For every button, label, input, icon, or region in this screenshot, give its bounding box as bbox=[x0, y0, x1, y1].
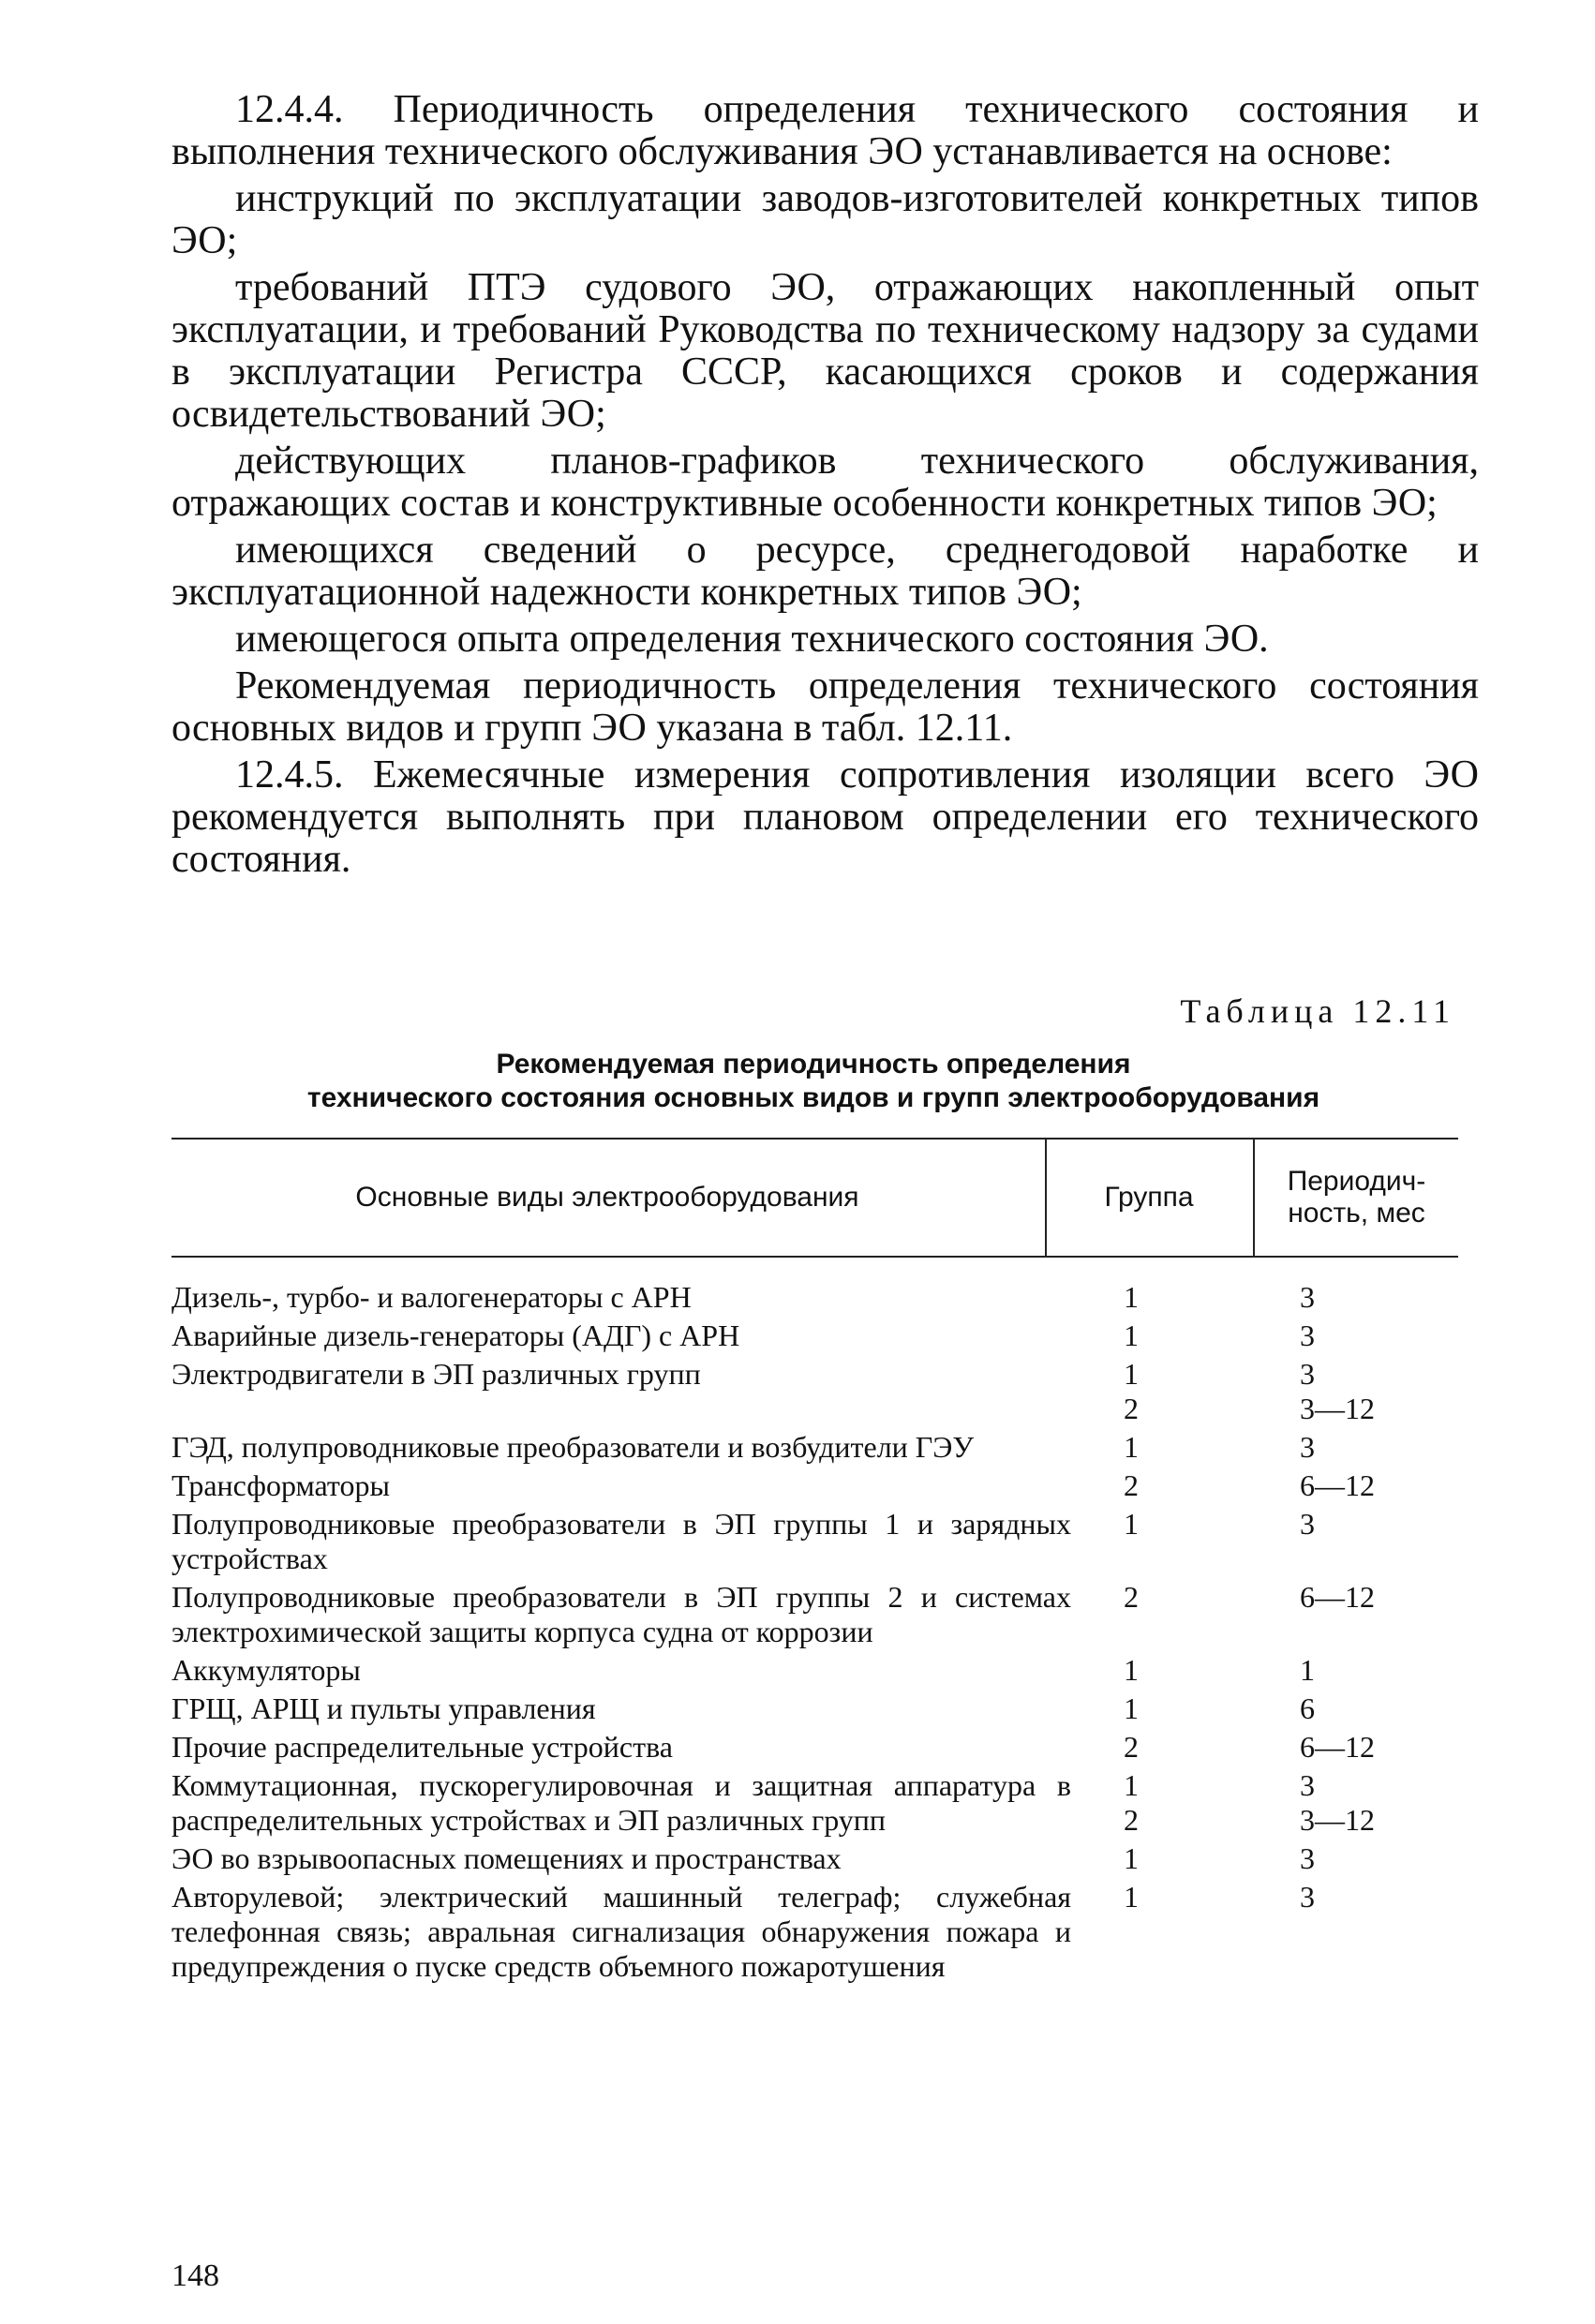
group-value: 1 bbox=[1124, 1357, 1139, 1391]
header-equipment-label: Основные виды электрооборудования bbox=[355, 1182, 859, 1213]
header-period-label: ность, мес bbox=[1288, 1198, 1425, 1229]
period-cell bbox=[1283, 1280, 1440, 1315]
paragraph: 12.4.4. Периодичность определения технического состояния и выполнения технического обслуживания ЭО устанавливается на основе: bbox=[171, 88, 1479, 173]
period-cell bbox=[1283, 1880, 1440, 1984]
period-cell bbox=[1283, 1318, 1440, 1353]
header-period bbox=[1255, 1140, 1458, 1256]
table-row bbox=[171, 1880, 1458, 1984]
period-value: 3 bbox=[1300, 1357, 1315, 1391]
body-text bbox=[171, 89, 1479, 886]
table-row bbox=[171, 1653, 1458, 1688]
table-row bbox=[171, 1507, 1458, 1576]
paragraph: 12.4.5. Ежемесячные измерения сопротивления изоляции всего ЭО рекомендуется выполнять при плановом определении его технического состояния. bbox=[171, 753, 1479, 881]
equipment-name: Коммутационная, пускорегулировочная и защитная аппаратура в распределительных устройствах и ЭП различных групп bbox=[171, 1768, 1071, 1837]
group-cell bbox=[1071, 1468, 1283, 1503]
group-cell bbox=[1071, 1880, 1283, 1984]
period-cell bbox=[1283, 1768, 1440, 1838]
equipment-name: ГРЩ, АРЩ и пульты управления bbox=[171, 1691, 596, 1725]
group-cell bbox=[1071, 1768, 1283, 1838]
header-group bbox=[1047, 1140, 1251, 1256]
group-value: 1 bbox=[1124, 1841, 1139, 1875]
group-cell bbox=[1071, 1430, 1283, 1465]
equipment-name: Дизель-, турбо- и валогенераторы с АРН bbox=[171, 1280, 692, 1314]
header-equipment bbox=[171, 1140, 1043, 1256]
period-value: 1 bbox=[1300, 1653, 1315, 1687]
equipment-name: Прочие распределительные устройства bbox=[171, 1730, 673, 1764]
group-value: 1 bbox=[1124, 1880, 1139, 1914]
equipment-name: Аккумуляторы bbox=[171, 1653, 361, 1687]
group-cell bbox=[1071, 1507, 1283, 1576]
group-value: 2 bbox=[1124, 1468, 1139, 1502]
paragraph: имеющихся сведений о ресурсе, среднегодовой наработке и эксплуатационной надежности конкретных типов ЭО; bbox=[171, 529, 1479, 614]
period-value: 3 bbox=[1300, 1841, 1315, 1875]
period-cell bbox=[1283, 1580, 1440, 1649]
table-row bbox=[171, 1468, 1458, 1503]
group-value: 1 bbox=[1124, 1691, 1139, 1725]
paragraph: Рекомендуемая периодичность определения технического состояния основных видов и групп ЭО указана в табл. 12.11. bbox=[171, 664, 1479, 750]
group-cell bbox=[1071, 1280, 1283, 1315]
period-value: 3 bbox=[1300, 1318, 1315, 1352]
paragraph: имеющегося опыта определения технического состояния ЭО. bbox=[235, 618, 1269, 661]
header-period-label: Периодич- bbox=[1287, 1166, 1426, 1197]
table-row bbox=[171, 1280, 1458, 1315]
table-row bbox=[171, 1730, 1458, 1765]
period-cell bbox=[1283, 1357, 1440, 1426]
group-cell bbox=[1071, 1653, 1283, 1688]
table-row bbox=[171, 1691, 1458, 1726]
table-row bbox=[171, 1580, 1458, 1649]
equipment-name: Полупроводниковые преобразователи в ЭП группы 1 и зарядных устройствах bbox=[171, 1507, 1071, 1575]
equipment-name: Электродвигатели в ЭП различных групп bbox=[171, 1357, 701, 1391]
period-cell bbox=[1283, 1430, 1440, 1465]
group-cell bbox=[1071, 1841, 1283, 1876]
period-value: 6—12 bbox=[1300, 1468, 1375, 1502]
table-title bbox=[171, 1048, 1455, 1115]
group-cell bbox=[1071, 1318, 1283, 1353]
group-value: 1 bbox=[1124, 1318, 1139, 1352]
period-value: 3 bbox=[1300, 1507, 1315, 1541]
group-cell bbox=[1071, 1691, 1283, 1726]
group-value: 2 bbox=[1124, 1392, 1139, 1425]
table-body bbox=[171, 1280, 1458, 1988]
period-cell bbox=[1283, 1730, 1440, 1765]
paragraph: требований ПТЭ судового ЭО, отражающих накопленный опыт эксплуатации, и требований Руководства по техническому надзору за судами в эксплуатации Регистра СССР, касающихся сроков и содержания освидетельствований ЭО; bbox=[171, 266, 1479, 436]
group-value: 1 bbox=[1124, 1507, 1139, 1541]
equipment-name: Авторулевой; электрический машинный телеграф; служебная телефонная связь; авральная сигнализация обнаружения пожара и предупреждения о пуске средств объемного пожаротушения bbox=[171, 1880, 1071, 1983]
equipment-name: Аварийные дизель-генераторы (АДГ) с АРН bbox=[171, 1318, 740, 1352]
group-cell bbox=[1071, 1357, 1283, 1426]
period-cell bbox=[1283, 1653, 1440, 1688]
period-value: 6—12 bbox=[1300, 1730, 1375, 1764]
table-row bbox=[171, 1430, 1458, 1465]
period-value: 3 bbox=[1300, 1880, 1315, 1914]
group-value: 2 bbox=[1124, 1803, 1139, 1837]
group-cell bbox=[1071, 1580, 1283, 1649]
table-title-line: Рекомендуемая периодичность определения bbox=[496, 1049, 1131, 1080]
paragraph: действующих планов-графиков технического обслуживания, отражающих состав и конструктивные особенности конкретных типов ЭО; bbox=[171, 439, 1479, 525]
period-cell bbox=[1283, 1691, 1440, 1726]
equipment-name: Трансформаторы bbox=[171, 1468, 390, 1502]
table-title-line: технического состояния основных видов и групп электрооборудования bbox=[306, 1082, 1320, 1113]
group-value: 2 bbox=[1124, 1580, 1139, 1614]
paragraph: инструкций по эксплуатации заводов-изготовителей конкретных типов ЭО; bbox=[171, 177, 1479, 262]
period-value: 3 bbox=[1300, 1768, 1315, 1802]
header-group-label: Группа bbox=[1104, 1182, 1194, 1213]
group-value: 2 bbox=[1124, 1730, 1139, 1764]
period-value: 3—12 bbox=[1300, 1803, 1375, 1837]
group-value: 1 bbox=[1124, 1430, 1139, 1464]
table-number: Таблица 12.11 bbox=[1180, 992, 1455, 1030]
group-cell bbox=[1071, 1730, 1283, 1765]
period-cell bbox=[1283, 1468, 1440, 1503]
period-cell bbox=[1283, 1841, 1440, 1876]
equipment-name: ГЭД, полупроводниковые преобразователи и возбудители ГЭУ bbox=[171, 1430, 975, 1464]
table-row bbox=[171, 1357, 1458, 1426]
period-value: 3 bbox=[1300, 1280, 1315, 1314]
table-header-rule bbox=[171, 1256, 1458, 1258]
group-value: 1 bbox=[1124, 1653, 1139, 1687]
table-row bbox=[171, 1318, 1458, 1353]
equipment-name: Полупроводниковые преобразователи в ЭП группы 2 и системах электрохимической защиты корпуса судна от коррозии bbox=[171, 1580, 1071, 1648]
group-value: 1 bbox=[1124, 1280, 1139, 1314]
period-value: 3—12 bbox=[1300, 1392, 1375, 1425]
table-row bbox=[171, 1768, 1458, 1838]
period-value: 6—12 bbox=[1300, 1580, 1375, 1614]
group-value: 1 bbox=[1124, 1768, 1139, 1802]
period-value: 3 bbox=[1300, 1430, 1315, 1464]
period-cell bbox=[1283, 1507, 1440, 1576]
page-number: 148 bbox=[171, 2258, 219, 2293]
table-row bbox=[171, 1841, 1458, 1876]
period-value: 6 bbox=[1300, 1691, 1315, 1725]
equipment-name: ЭО во взрывоопасных помещениях и пространствах bbox=[171, 1841, 842, 1875]
